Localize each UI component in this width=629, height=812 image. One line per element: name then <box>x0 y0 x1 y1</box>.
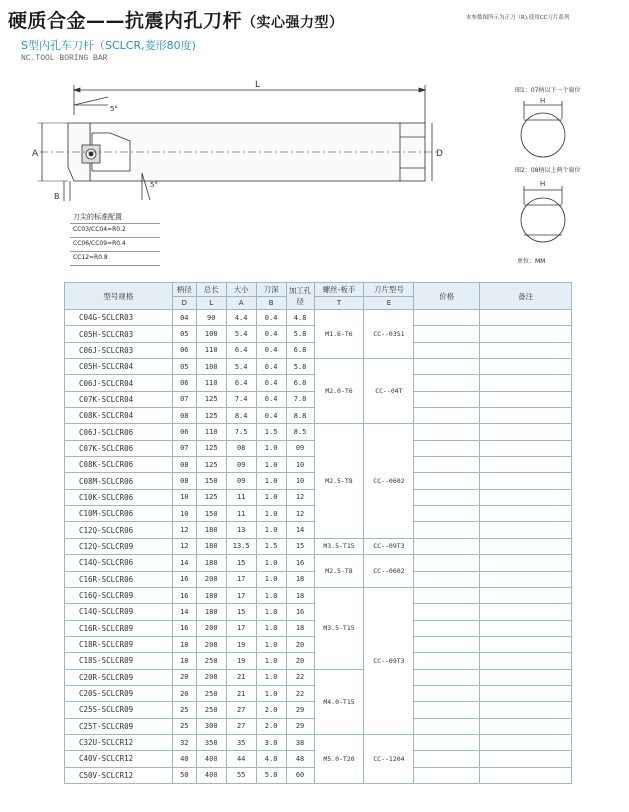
cell-size: 17 <box>226 587 256 603</box>
cell-depth: 1.5 <box>256 424 286 440</box>
cell-size: 15 <box>226 555 256 571</box>
cell-model: C16R-SCLCR09 <box>65 620 173 636</box>
cell-remark <box>480 685 572 701</box>
cell-depth: 1.0 <box>256 440 286 456</box>
cell-remark <box>480 440 572 456</box>
header-remark: 备注 <box>480 283 572 310</box>
cell-remark <box>480 702 572 718</box>
cell-price <box>414 342 480 358</box>
cell-depth: 1.0 <box>256 685 286 701</box>
cell-dia: 07 <box>172 391 196 407</box>
cell-price <box>414 604 480 620</box>
cell-depth: 1.0 <box>256 636 286 652</box>
cell-price <box>414 555 480 571</box>
cell-bore: 12 <box>286 506 314 522</box>
cell-size: 08 <box>226 440 256 456</box>
cell-dia: 32 <box>172 734 196 750</box>
cell-dia: 14 <box>172 604 196 620</box>
cell-dia: 25 <box>172 702 196 718</box>
cell-size: 6.4 <box>226 342 256 358</box>
cell-bore: 18 <box>286 571 314 587</box>
cell-size: 5.4 <box>226 359 256 375</box>
cell-price <box>414 310 480 326</box>
cell-depth: 2.0 <box>256 718 286 734</box>
cell-bore: 18 <box>286 587 314 603</box>
cell-length: 90 <box>196 310 226 326</box>
cell-bore: 18 <box>286 620 314 636</box>
cell-remark <box>480 359 572 375</box>
cell-depth: 0.4 <box>256 359 286 375</box>
cell-depth: 1.0 <box>256 571 286 587</box>
cell-size: 6.4 <box>226 375 256 391</box>
cell-bore: 20 <box>286 653 314 669</box>
cell-length: 100 <box>196 326 226 342</box>
header-dia-sym: D <box>172 297 196 310</box>
cell-length: 200 <box>196 620 226 636</box>
cell-model: C06J-SCLCR03 <box>65 342 173 358</box>
cell-remark <box>480 571 572 587</box>
cell-price <box>414 424 480 440</box>
header-screw: 螺丝-板手 <box>314 283 364 297</box>
cell-depth: 1.0 <box>256 506 286 522</box>
cell-length: 100 <box>196 359 226 375</box>
cell-size: 5.4 <box>226 326 256 342</box>
cell-remark <box>480 522 572 538</box>
cell-price <box>414 522 480 538</box>
cell-remark <box>480 767 572 783</box>
cell-price <box>414 653 480 669</box>
cell-model: C16Q-SCLCR09 <box>65 587 173 603</box>
cell-model: C06J-SCLCR06 <box>65 424 173 440</box>
cell-model: C07K-SCLCR06 <box>65 440 173 456</box>
cell-depth: 5.0 <box>256 767 286 783</box>
cell-price <box>414 359 480 375</box>
header-bore: 加工孔径 <box>286 283 314 310</box>
tip-config-row: CC06/CC09=R0.4 <box>70 238 160 252</box>
fig2-note: 图2：08柄以上两个扁位 <box>515 167 581 174</box>
cell-length: 250 <box>196 685 226 701</box>
cell-model: C12Q-SCLCR06 <box>65 522 173 538</box>
cell-remark <box>480 669 572 685</box>
cell-remark <box>480 538 572 554</box>
cell-size: 19 <box>226 653 256 669</box>
cell-model: C05H-SCLCR04 <box>65 359 173 375</box>
cell-model: C18R-SCLCR09 <box>65 636 173 652</box>
cell-length: 250 <box>196 702 226 718</box>
cell-price <box>414 685 480 701</box>
cell-price <box>414 391 480 407</box>
cell-screw: M4.0-T15 <box>314 669 364 734</box>
cell-size: 55 <box>226 767 256 783</box>
cell-dia: 50 <box>172 767 196 783</box>
cell-depth: 0.4 <box>256 310 286 326</box>
cell-model: C40V-SCLCR12 <box>65 751 173 767</box>
cell-size: 4.4 <box>226 310 256 326</box>
cell-bore: 22 <box>286 669 314 685</box>
cell-depth: 1.0 <box>256 669 286 685</box>
tip-config-row: CC03/CC04=R0.2 <box>70 224 160 238</box>
cell-depth: 1.0 <box>256 473 286 489</box>
cell-remark <box>480 636 572 652</box>
title-sub: （实心强力型） <box>242 15 344 31</box>
cell-length: 125 <box>196 489 226 505</box>
cell-dia: 12 <box>172 538 196 554</box>
cell-model: C07K-SCLCR04 <box>65 391 173 407</box>
cell-size: 27 <box>226 702 256 718</box>
cell-depth: 1.0 <box>256 555 286 571</box>
cell-model: C04G-SCLCR03 <box>65 310 173 326</box>
cell-remark <box>480 587 572 603</box>
product-subtitle: S型内孔车刀杆（SCLCR,菱形80度) <box>21 39 196 52</box>
cell-model: C08M-SCLCR06 <box>65 473 173 489</box>
cell-model: C16R-SCLCR06 <box>65 571 173 587</box>
header-price: 价格 <box>414 283 480 310</box>
cell-bore: 15 <box>286 538 314 554</box>
cell-screw: M1.6-T6 <box>314 310 364 359</box>
cell-length: 200 <box>196 571 226 587</box>
cell-remark <box>480 555 572 571</box>
fig2-H: H <box>540 180 546 188</box>
cell-dia: 20 <box>172 669 196 685</box>
cell-bore: 09 <box>286 440 314 456</box>
cell-model: C32U-SCLCR12 <box>65 734 173 750</box>
fig1-note: 图1：07柄以下一个扁位 <box>515 87 581 94</box>
cell-bore: 38 <box>286 734 314 750</box>
cell-dia: 06 <box>172 424 196 440</box>
header-dia: 柄径 <box>172 283 196 297</box>
cell-dia: 18 <box>172 636 196 652</box>
cell-screw: M2.0-T6 <box>314 359 364 424</box>
cell-model: C25T-SCLCR09 <box>65 718 173 734</box>
cell-dia: 14 <box>172 555 196 571</box>
cell-size: 09 <box>226 457 256 473</box>
cell-screw: M3.5-T15 <box>314 587 364 669</box>
cell-length: 180 <box>196 538 226 554</box>
cell-remark <box>480 489 572 505</box>
cell-model: C08K-SCLCR06 <box>65 457 173 473</box>
header-size-sym: A <box>226 297 256 310</box>
cell-bore: 29 <box>286 718 314 734</box>
cell-model: C06J-SCLCR04 <box>65 375 173 391</box>
cell-size: 44 <box>226 751 256 767</box>
cell-screw: M2.5-T8 <box>314 424 364 538</box>
table-row <box>65 555 572 571</box>
cell-price <box>414 571 480 587</box>
cell-length: 150 <box>196 473 226 489</box>
cell-dia: 12 <box>172 522 196 538</box>
angle-top: 5° <box>110 105 118 113</box>
cell-bore: 29 <box>286 702 314 718</box>
cell-insert: CC--09T3 <box>364 538 414 554</box>
cell-length: 125 <box>196 440 226 456</box>
cell-depth: 1.0 <box>256 457 286 473</box>
cell-dia: 06 <box>172 375 196 391</box>
cell-price <box>414 620 480 636</box>
cell-insert: CC--03S1 <box>364 310 414 359</box>
cell-dia: 40 <box>172 751 196 767</box>
cell-model: C20S-SCLCR09 <box>65 685 173 701</box>
cell-remark <box>480 718 572 734</box>
header-size: 大小 <box>226 283 256 297</box>
cell-dia: 08 <box>172 473 196 489</box>
label-D: D <box>436 149 443 159</box>
cell-length: 180 <box>196 555 226 571</box>
cell-remark <box>480 391 572 407</box>
cell-size: 15 <box>226 604 256 620</box>
cell-bore: 14 <box>286 522 314 538</box>
cell-price <box>414 636 480 652</box>
cell-remark <box>480 408 572 424</box>
cell-size: 13.5 <box>226 538 256 554</box>
cell-price <box>414 440 480 456</box>
page-title <box>8 6 344 33</box>
cell-depth: 0.4 <box>256 342 286 358</box>
cell-length: 110 <box>196 342 226 358</box>
product-subtitle-en: NC.TOOL BORING BAR <box>21 54 108 63</box>
cell-depth: 1.0 <box>256 620 286 636</box>
cell-length: 180 <box>196 604 226 620</box>
cell-size: 8.4 <box>226 408 256 424</box>
cell-remark <box>480 734 572 750</box>
cell-price <box>414 669 480 685</box>
cell-price <box>414 326 480 342</box>
cell-depth: 0.4 <box>256 391 286 407</box>
cell-dia: 10 <box>172 489 196 505</box>
cell-dia: 18 <box>172 653 196 669</box>
cell-dia: 16 <box>172 571 196 587</box>
boring-bar-drawing <box>30 75 450 205</box>
cell-insert: CC--09T3 <box>364 587 414 734</box>
label-A: A <box>32 149 39 159</box>
cell-remark <box>480 457 572 473</box>
cell-depth: 1.0 <box>256 489 286 505</box>
cell-length: 150 <box>196 506 226 522</box>
cell-price <box>414 506 480 522</box>
cell-bore: 10 <box>286 473 314 489</box>
angle-side: 5° <box>150 181 158 189</box>
cell-insert: CC--1204 <box>364 734 414 783</box>
cell-model: C25S-SCLCR09 <box>65 702 173 718</box>
fig1-section <box>508 95 578 160</box>
cell-screw: M2.5-T8 <box>314 555 364 588</box>
cell-bore: 22 <box>286 685 314 701</box>
cell-bore: 4.8 <box>286 310 314 326</box>
cell-depth: 0.4 <box>256 375 286 391</box>
cell-dia: 07 <box>172 440 196 456</box>
cell-screw: M5.0-T20 <box>314 734 364 783</box>
cell-dia: 05 <box>172 326 196 342</box>
tip-config-title: 刀尖的标准配置 <box>70 211 160 224</box>
cell-dia: 08 <box>172 408 196 424</box>
spec-table <box>64 282 572 784</box>
cell-price <box>414 751 480 767</box>
cell-insert: CC--0602 <box>364 555 414 588</box>
header-note: 本参数图所示为正刀（R),使用CC刀片系列 <box>466 15 570 21</box>
cell-insert: CC--0602 <box>364 424 414 538</box>
cell-size: 21 <box>226 669 256 685</box>
cell-screw: M3.5-T15 <box>314 538 364 554</box>
cell-price <box>414 489 480 505</box>
cell-bore: 10 <box>286 457 314 473</box>
cell-price <box>414 457 480 473</box>
table-row <box>65 587 572 603</box>
header-depth: 刀深 <box>256 283 286 297</box>
cell-dia: 10 <box>172 506 196 522</box>
cell-insert: CC--04T <box>364 359 414 424</box>
table-row <box>65 734 572 750</box>
cell-remark <box>480 653 572 669</box>
table-row <box>65 424 572 440</box>
cell-depth: 1.0 <box>256 604 286 620</box>
cell-remark <box>480 342 572 358</box>
cell-price <box>414 767 480 783</box>
cell-depth: 3.0 <box>256 734 286 750</box>
cell-length: 110 <box>196 375 226 391</box>
cell-model: C08K-SCLCR04 <box>65 408 173 424</box>
cell-size: 13 <box>226 522 256 538</box>
cell-remark <box>480 424 572 440</box>
cell-price <box>414 408 480 424</box>
cell-bore: 5.8 <box>286 359 314 375</box>
cell-dia: 08 <box>172 457 196 473</box>
cell-remark <box>480 326 572 342</box>
cell-price <box>414 538 480 554</box>
cell-length: 400 <box>196 767 226 783</box>
cell-price <box>414 702 480 718</box>
cell-length: 110 <box>196 424 226 440</box>
cell-length: 180 <box>196 587 226 603</box>
cell-dia: 05 <box>172 359 196 375</box>
cell-length: 125 <box>196 391 226 407</box>
cell-remark <box>480 506 572 522</box>
table-row <box>65 538 572 554</box>
cell-length: 400 <box>196 751 226 767</box>
header-len-sym: L <box>196 297 226 310</box>
cell-depth: 1.0 <box>256 522 286 538</box>
cell-model: C14Q-SCLCR09 <box>65 604 173 620</box>
cell-model: C12Q-SCLCR09 <box>65 538 173 554</box>
cell-size: 7.4 <box>226 391 256 407</box>
fig1-H: H <box>540 97 546 105</box>
fig2-section <box>508 174 578 246</box>
cell-depth: 0.4 <box>256 408 286 424</box>
cell-size: 35 <box>226 734 256 750</box>
cell-length: 250 <box>196 653 226 669</box>
cell-size: 11 <box>226 506 256 522</box>
header-depth-sym: B <box>256 297 286 310</box>
cell-size: 19 <box>226 636 256 652</box>
cell-remark <box>480 620 572 636</box>
table-row <box>65 310 572 326</box>
header-model: 型号规格 <box>65 283 173 310</box>
table-row <box>65 669 572 685</box>
cell-depth: 1.0 <box>256 587 286 603</box>
cell-bore: 5.8 <box>286 326 314 342</box>
cell-bore: 6.8 <box>286 342 314 358</box>
cell-depth: 1.5 <box>256 538 286 554</box>
cell-model: C10M-SCLCR06 <box>65 506 173 522</box>
cell-dia: 06 <box>172 342 196 358</box>
cell-model: C20R-SCLCR09 <box>65 669 173 685</box>
cell-size: 11 <box>226 489 256 505</box>
cell-bore: 8.5 <box>286 424 314 440</box>
cell-bore: 6.8 <box>286 375 314 391</box>
cell-price <box>414 375 480 391</box>
cell-price <box>414 734 480 750</box>
cell-model: C05H-SCLCR03 <box>65 326 173 342</box>
cell-bore: 12 <box>286 489 314 505</box>
cell-price <box>414 587 480 603</box>
cell-bore: 60 <box>286 767 314 783</box>
unit-label: 单位：MM <box>517 258 546 265</box>
cell-remark <box>480 310 572 326</box>
cell-price <box>414 718 480 734</box>
cell-price <box>414 473 480 489</box>
cell-size: 27 <box>226 718 256 734</box>
cell-bore: 48 <box>286 751 314 767</box>
cell-length: 350 <box>196 734 226 750</box>
cell-depth: 2.0 <box>256 702 286 718</box>
cell-depth: 4.0 <box>256 751 286 767</box>
cell-bore: 16 <box>286 555 314 571</box>
cell-size: 7.5 <box>226 424 256 440</box>
cell-dia: 25 <box>172 718 196 734</box>
cell-length: 200 <box>196 636 226 652</box>
header-insert: 刀片型号 <box>364 283 414 297</box>
cell-model: C18S-SCLCR09 <box>65 653 173 669</box>
cell-dia: 20 <box>172 685 196 701</box>
cell-length: 180 <box>196 522 226 538</box>
cell-remark <box>480 604 572 620</box>
cell-remark <box>480 375 572 391</box>
cell-length: 300 <box>196 718 226 734</box>
cell-model: C14Q-SCLCR06 <box>65 555 173 571</box>
cell-bore: 7.8 <box>286 391 314 407</box>
tip-config-row: CC12=R0.8 <box>70 252 160 266</box>
cell-length: 125 <box>196 457 226 473</box>
header-insert-sym: E <box>364 297 414 310</box>
cell-size: 09 <box>226 473 256 489</box>
spec-table-body <box>65 310 572 784</box>
cell-size: 17 <box>226 571 256 587</box>
cell-dia: 16 <box>172 620 196 636</box>
label-L: L <box>255 80 261 90</box>
cell-dia: 16 <box>172 587 196 603</box>
cell-length: 200 <box>196 669 226 685</box>
cell-depth: 0.4 <box>256 326 286 342</box>
title-main: 硬质合金——抗震内孔刀杆 <box>8 10 243 32</box>
cell-model: C10K-SCLCR06 <box>65 489 173 505</box>
header-len: 总长 <box>196 283 226 297</box>
cell-remark <box>480 751 572 767</box>
cell-model: C50V-SCLCR12 <box>65 767 173 783</box>
tip-config-box <box>70 211 160 266</box>
cell-dia: 04 <box>172 310 196 326</box>
cell-size: 17 <box>226 620 256 636</box>
cell-bore: 8.8 <box>286 408 314 424</box>
cell-remark <box>480 473 572 489</box>
cell-depth: 1.0 <box>256 653 286 669</box>
cell-bore: 20 <box>286 636 314 652</box>
table-row <box>65 359 572 375</box>
cell-bore: 16 <box>286 604 314 620</box>
cell-size: 21 <box>226 685 256 701</box>
header-screw-sym: T <box>314 297 364 310</box>
label-B: B <box>54 192 60 201</box>
cell-length: 125 <box>196 408 226 424</box>
